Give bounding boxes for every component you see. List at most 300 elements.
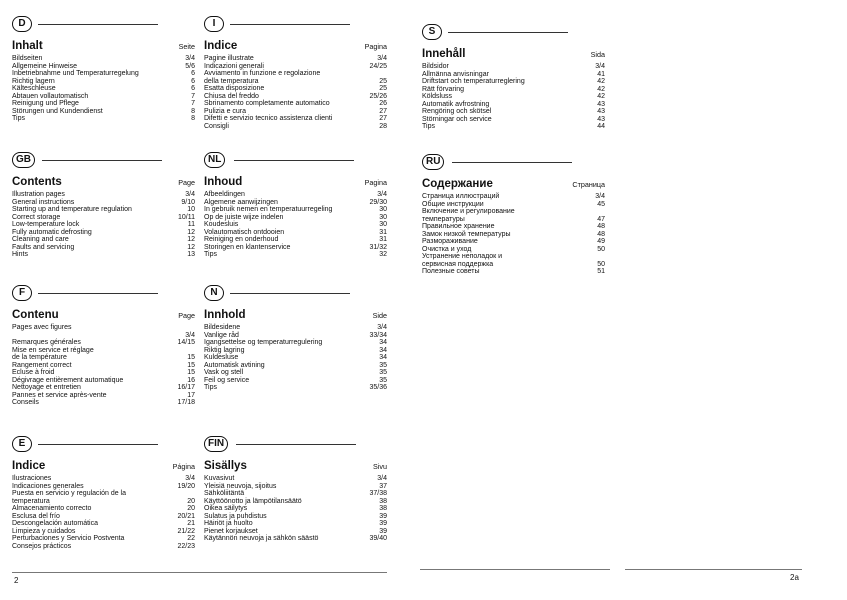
footer-rule-right-2 [625, 569, 802, 570]
toc-entry [204, 324, 387, 332]
toc-entry [12, 513, 195, 521]
toc-entry [204, 332, 387, 340]
toc-entry [204, 490, 387, 498]
toc-entry-page: 11 [187, 221, 195, 228]
toc-entry-text: temperatura [12, 497, 50, 505]
toc-entry-text: Illustration pages [12, 191, 65, 198]
toc-entry [12, 324, 195, 332]
toc-entry [204, 354, 387, 362]
toc-entry-text: Richtig lagern [12, 77, 55, 85]
toc-entry [204, 347, 387, 355]
toc-entry [12, 55, 195, 63]
toc-entry-page: 50 [597, 260, 605, 268]
toc-entry-page: 30 [379, 221, 387, 228]
toc-entry [422, 71, 605, 79]
toc-entry-text: Bildseiten [12, 55, 43, 62]
toc-entry-text: Indicaciones generales [12, 482, 84, 490]
toc-entry-page: 20 [187, 505, 195, 512]
toc-entry [204, 85, 387, 93]
toc-entry-text: Pannes et service après-vente [12, 391, 107, 399]
toc-entry-text: Устранение неполадок и [422, 253, 503, 260]
toc-entry [12, 369, 195, 377]
toc-entry [12, 93, 195, 101]
toc-entry-page: 3/4 [595, 63, 605, 70]
toc-entry [422, 231, 605, 239]
toc-entry-page: 3/4 [185, 475, 195, 482]
page-column-label: Pagina [364, 42, 387, 51]
toc-entry-page: 3/4 [185, 55, 195, 62]
toc-entry [204, 384, 387, 392]
toc-entry-page: 34 [379, 339, 387, 346]
toc-entry-text: Sulatus ja puhdistus [204, 512, 267, 520]
toc-entry-page: 3/4 [595, 193, 605, 200]
toc-entry-page: 12 [187, 228, 195, 236]
toc-entry-page: 6 [191, 85, 195, 92]
toc-entry-text: Driftstart och temperaturreglering [422, 78, 525, 85]
toc-entry [204, 123, 387, 131]
toc-entry-text: Störningar och service [422, 115, 492, 123]
toc-entry [422, 63, 605, 71]
toc-entry [204, 108, 387, 116]
toc-entry [12, 206, 195, 214]
toc-entry-page: 15 [187, 361, 195, 369]
toc-entry-text: Automatik avfrostning [422, 100, 490, 108]
toc-entry [12, 236, 195, 244]
toc-entry-page: 20 [187, 497, 195, 505]
toc-entry-page: 47 [597, 215, 605, 223]
toc-entry-text: Correct storage [12, 213, 61, 221]
toc-entry-page: 8 [191, 107, 195, 115]
toc-entry [422, 238, 605, 246]
toc-section-f [12, 285, 195, 407]
toc-entry-page: 49 [597, 238, 605, 245]
toc-entry-text: Kälteschleuse [12, 85, 56, 92]
language-badge-s: S [422, 24, 442, 40]
toc-entry [204, 100, 387, 108]
toc-entry-text: Starting up and temperature regulation [12, 206, 132, 213]
language-badge-gb: GB [12, 152, 35, 168]
toc-entry-text: Descongelación automática [12, 520, 98, 527]
toc-entry-page: 22/23 [177, 542, 195, 550]
toc-entry-text: Fully automatic defrosting [12, 228, 92, 236]
toc-entry [204, 377, 387, 385]
toc-entry [204, 70, 387, 78]
toc-entry-page: 38 [379, 505, 387, 512]
toc-entry-text: Esatta disposizione [204, 85, 265, 92]
toc-entry-page: 14/15 [177, 339, 195, 346]
toc-entry [422, 208, 605, 216]
toc-entry [204, 362, 387, 370]
toc-entry [12, 392, 195, 400]
page-column-label: Sivu [373, 462, 387, 471]
toc-entry [422, 201, 605, 209]
toc-entry [12, 70, 195, 78]
toc-entry-page: 24/25 [369, 62, 387, 70]
toc-entry [204, 206, 387, 214]
toc-entry [204, 191, 387, 199]
toc-entry [204, 475, 387, 483]
toc-entry-page: 37/38 [369, 490, 387, 497]
page-column-label: Page [178, 311, 195, 320]
toc-section-fin [204, 436, 387, 543]
toc-entry-page: 3/4 [185, 331, 195, 339]
toc-entry-page: 15 [187, 354, 195, 361]
toc-entry-text: Automatisk avtining [204, 361, 265, 369]
toc-entry-page: 10 [187, 206, 195, 213]
section-title: Inhoud [204, 176, 243, 188]
toc-entry [204, 339, 387, 347]
toc-entry [204, 221, 387, 229]
toc-entry-page: 43 [597, 115, 605, 123]
toc-entry-page: 35 [379, 369, 387, 376]
toc-entry-page: 7 [191, 92, 195, 100]
toc-entry-text: Käytännön neuvoja ja sähkön säästö [204, 535, 319, 542]
toc-section-ru [422, 154, 605, 276]
toc-entry-text: Consigli [204, 122, 229, 130]
toc-entry-page: 29/30 [369, 198, 387, 206]
toc-entry [204, 115, 387, 123]
toc-entry-page: 12 [187, 236, 195, 243]
toc-entry [12, 63, 195, 71]
toc-entry-text: General instructions [12, 198, 75, 206]
language-badge-i: I [204, 16, 224, 32]
toc-entry [12, 332, 195, 340]
toc-entry-text: Pulizia e cura [204, 107, 247, 115]
toc-entry-text: Riktig lagring [204, 346, 245, 354]
toc-entry-text: Включение и регулирование [422, 208, 515, 215]
toc-entry [12, 384, 195, 392]
page-number-right: 2a [790, 573, 799, 582]
toc-entry-text: Kuldesluse [204, 354, 239, 361]
toc-entry-text: Faults and servicing [12, 243, 75, 251]
toc-entry [422, 78, 605, 86]
toc-entry-text: Abtauen vollautomatisch [12, 92, 89, 100]
toc-section-nl [204, 152, 387, 259]
toc-entry-page: 39/40 [369, 535, 387, 542]
toc-entry-text: Conseils [12, 399, 39, 406]
toc-entry-page: 27 [379, 115, 387, 122]
toc-entry [12, 108, 195, 116]
toc-entry [422, 93, 605, 101]
toc-entry-text: Avviamento in funzione e regolazione [204, 70, 321, 77]
toc-entry-text: Almacenamiento correcto [12, 505, 92, 512]
toc-entry-text: Reiniging en onderhoud [204, 236, 279, 243]
toc-entry [12, 191, 195, 199]
language-badge-n: N [204, 285, 224, 301]
toc-entry [204, 513, 387, 521]
toc-entry-page: 42 [597, 78, 605, 85]
toc-entry-text: Limpieza y cuidados [12, 527, 76, 535]
toc-entry [204, 535, 387, 543]
toc-entry [204, 55, 387, 63]
toc-entry-page: 43 [597, 108, 605, 115]
toc-entry-page: 25 [379, 77, 387, 85]
toc-entry-text: Oikea säilytys [204, 505, 248, 512]
toc-entry [12, 377, 195, 385]
toc-entry-page: 39 [379, 520, 387, 527]
toc-entry-text: Allmänna anvisningar [422, 70, 489, 78]
toc-entry-text: Очистка и уход [422, 245, 472, 253]
page-column-label: Seite [178, 42, 195, 51]
section-title: Innhold [204, 309, 246, 321]
toc-entry-text: Afbeeldingen [204, 191, 245, 198]
toc-entry-page: 27 [379, 107, 387, 115]
page-column-label: Página [172, 462, 195, 471]
toc-section-e [12, 436, 195, 550]
toc-entry [204, 78, 387, 86]
toc-entry [12, 199, 195, 207]
toc-entry-text: Yleisiä neuvoja, sijoitus [204, 482, 277, 490]
toc-entry-page: 5/6 [185, 62, 195, 70]
toc-entry-text: Low-temperature lock [12, 221, 80, 228]
toc-entry-text: Vanlige råd [204, 331, 239, 339]
toc-entry-text: Allgemeine Hinweise [12, 62, 77, 70]
toc-entry [12, 339, 195, 347]
toc-entry [204, 528, 387, 536]
toc-entry-page: 31/32 [369, 243, 387, 251]
toc-entry-page: 51 [597, 268, 605, 275]
toc-entry-text: Perturbaciones y Servicio Postventa [12, 535, 125, 542]
toc-entry-text: Bildesidene [204, 324, 241, 331]
toc-entry-text: Страница иллюстраций [422, 193, 500, 200]
toc-entry-page: 19/20 [177, 482, 195, 490]
toc-entry-page: 16/17 [177, 384, 195, 391]
toc-entry-page: 31 [379, 236, 387, 243]
toc-entry [12, 505, 195, 513]
section-title: Indice [204, 40, 238, 52]
toc-entry-text: Op de juiste wijze indelen [204, 213, 284, 221]
toc-entry [422, 193, 605, 201]
toc-entry-text: Käyttöönotto ja lämpötilansäätö [204, 497, 302, 505]
toc-entry-page: 37 [379, 482, 387, 490]
toc-entry-page: 39 [379, 527, 387, 535]
toc-entry-text: Esclusa del frío [12, 512, 60, 520]
toc-entry-text: Общие инструкции [422, 200, 484, 208]
toc-entry-page: 35 [379, 361, 387, 369]
toc-entry [12, 251, 195, 259]
toc-entry [204, 505, 387, 513]
toc-entry-text: Pienet korjaukset [204, 527, 258, 535]
toc-entry-text: Ilustraciones [12, 475, 52, 482]
toc-entry-text: Algemene aanwijzingen [204, 198, 278, 206]
toc-entry [422, 261, 605, 269]
section-title: Contents [12, 176, 62, 188]
section-title: Indice [12, 460, 46, 472]
toc-entry [12, 115, 195, 123]
language-badge-nl: NL [204, 152, 225, 168]
toc-entry [12, 354, 195, 362]
language-badge-fin: FIN [204, 436, 228, 452]
toc-entry-page: 35/36 [369, 384, 387, 391]
toc-entry [12, 362, 195, 370]
toc-entry-text: Rangement correct [12, 361, 72, 369]
toc-entry [12, 498, 195, 506]
toc-entry-text: Замок низкой температуры [422, 230, 511, 238]
toc-entry [204, 93, 387, 101]
toc-entry [12, 221, 195, 229]
toc-entry-page: 26 [379, 100, 387, 107]
toc-entry-text [12, 332, 14, 339]
language-badge-e: E [12, 436, 32, 452]
toc-entry [422, 268, 605, 276]
toc-entry [12, 520, 195, 528]
toc-entry-text: della temperatura [204, 77, 259, 85]
toc-entry-text: Tips [12, 115, 25, 122]
toc-entry [12, 244, 195, 252]
toc-entry-text: Koudesluis [204, 221, 239, 228]
toc-entry-text: Pagine illustrate [204, 55, 254, 62]
toc-entry-text: Hints [12, 251, 28, 258]
toc-entry-page: 3/4 [377, 475, 387, 482]
toc-entry-page: 35 [379, 376, 387, 384]
toc-entry-page: 7 [191, 100, 195, 107]
toc-entry [204, 498, 387, 506]
toc-entry-page: 3/4 [377, 191, 387, 198]
toc-entry [12, 85, 195, 93]
toc-entry [422, 123, 605, 131]
toc-entry-text: Reinigung und Pflege [12, 100, 79, 107]
footer-rule-right [420, 569, 610, 570]
section-title: Inhalt [12, 40, 43, 52]
toc-entry-page: 3/4 [377, 324, 387, 331]
footer-rule-left [12, 572, 387, 573]
toc-entry-text: температуры [422, 215, 465, 223]
toc-entry-page: 17/18 [177, 399, 195, 406]
language-badge-ru: RU [422, 154, 444, 170]
toc-entry [204, 369, 387, 377]
toc-entry-text: In gebruik nemen en temperatuurregeling [204, 206, 333, 213]
toc-entry [204, 520, 387, 528]
toc-entry [422, 246, 605, 254]
toc-entry [422, 101, 605, 109]
toc-entry-text: Chiusa del freddo [204, 92, 259, 100]
section-title: Содержание [422, 178, 493, 190]
toc-entry-page: 21 [187, 520, 195, 527]
toc-entry-page: 9/10 [181, 198, 195, 206]
toc-entry [12, 399, 195, 407]
page-column-label: Sida [590, 50, 605, 59]
toc-entry-page: 38 [379, 497, 387, 505]
toc-entry-text: Volautomatisch ontdooien [204, 228, 285, 236]
toc-entry [12, 543, 195, 551]
toc-entry-text: Kuvasivut [204, 475, 235, 482]
toc-entry-page: 43 [597, 100, 605, 108]
toc-entry [204, 199, 387, 207]
toc-entry-page: 25 [379, 85, 387, 92]
language-badge-de: D [12, 16, 32, 32]
toc-entry-text: Sbrinamento completamente automatico [204, 100, 330, 107]
toc-entry [12, 483, 195, 491]
toc-entry-page: 48 [597, 230, 605, 238]
section-title: Contenu [12, 309, 59, 321]
toc-entry [204, 236, 387, 244]
toc-entry-page: 30 [379, 206, 387, 213]
toc-entry [12, 100, 195, 108]
toc-entry-page: 8 [191, 115, 195, 122]
toc-section-n [204, 285, 387, 392]
toc-entry [204, 483, 387, 491]
toc-entry-text: Störungen und Kundendienst [12, 107, 103, 115]
toc-entry-page: 25/26 [369, 92, 387, 100]
toc-entry [12, 78, 195, 86]
toc-entry [204, 63, 387, 71]
toc-entry-text: Dégivrage entièrement automatique [12, 376, 124, 384]
toc-entry-text: Consejos prácticos [12, 542, 72, 550]
toc-entry [12, 528, 195, 536]
toc-entry-text: сервисная поддержка [422, 260, 494, 268]
toc-entry [204, 229, 387, 237]
toc-entry-page: 22 [187, 535, 195, 542]
toc-entry-page: 44 [597, 123, 605, 130]
toc-entry-text: Rengöring och skötsel [422, 108, 492, 115]
toc-entry-page: 21/22 [177, 527, 195, 535]
toc-entry [204, 251, 387, 259]
toc-entry-page: 12 [187, 243, 195, 251]
toc-entry-text: Ecluse à froid [12, 369, 55, 376]
toc-entry [204, 244, 387, 252]
toc-entry-text: Storingen en klantenservice [204, 243, 291, 251]
toc-entry-page: 33/34 [369, 331, 387, 339]
toc-entry [422, 116, 605, 124]
toc-entry-page: 16 [187, 376, 195, 384]
toc-entry-text: Häiriöt ja huolto [204, 520, 253, 527]
toc-entry-page: 42 [597, 85, 605, 93]
toc-entry-text: Правильное хранение [422, 223, 495, 230]
toc-entry-page: 30 [379, 213, 387, 221]
toc-entry [422, 216, 605, 224]
toc-entry-text: de la température [12, 354, 67, 361]
toc-entry-text: Remarques générales [12, 339, 81, 346]
toc-entry-text: Puesta en servicio y regulación de la [12, 490, 127, 497]
toc-entry-page: 28 [379, 122, 387, 130]
toc-entry-text: Sähköliitäntä [204, 490, 245, 497]
toc-entry [204, 214, 387, 222]
toc-entry-text: Tips [422, 123, 435, 130]
page-column-label: Страница [572, 180, 605, 189]
toc-entry-text: Inbetriebnahme und Temperaturregelung [12, 70, 139, 77]
toc-entry [422, 108, 605, 116]
page-column-label: Side [372, 311, 387, 320]
toc-entry [12, 535, 195, 543]
toc-section-s [422, 24, 605, 131]
toc-entry-text: Размораживание [422, 238, 478, 245]
toc-entry-page: 3/4 [377, 55, 387, 62]
toc-entry-text: Indicazioni generali [204, 62, 264, 70]
toc-entry-text: Feil og service [204, 376, 250, 384]
toc-entry-page: 6 [191, 77, 195, 85]
page-number-left: 2 [14, 576, 19, 585]
toc-entry-page: 15 [187, 369, 195, 376]
toc-entry [422, 86, 605, 94]
toc-entry-page: 39 [379, 512, 387, 520]
toc-entry-text: Pages avec figures [12, 324, 72, 331]
toc-entry-text: Mise en service et réglage [12, 346, 94, 354]
toc-entry-text: Cleaning and care [12, 236, 69, 243]
toc-entry-text: Tips [204, 384, 217, 391]
toc-entry-text: Nettoyage et entretien [12, 384, 81, 391]
toc-entry-page: 10/11 [178, 213, 195, 221]
toc-entry-text: Köldsluss [422, 93, 452, 100]
toc-entry-page: 41 [597, 70, 605, 78]
toc-entry-text: Rätt förvaring [422, 85, 465, 93]
toc-entry-page: 13 [187, 251, 195, 258]
toc-entry-text: Tips [204, 251, 217, 258]
page-column-label: Page [178, 178, 195, 187]
toc-entry-page: 20/21 [177, 512, 195, 520]
toc-entry-page: 6 [191, 70, 195, 77]
toc-entry-page: 31 [379, 228, 387, 236]
toc-entry-page: 32 [379, 251, 387, 258]
